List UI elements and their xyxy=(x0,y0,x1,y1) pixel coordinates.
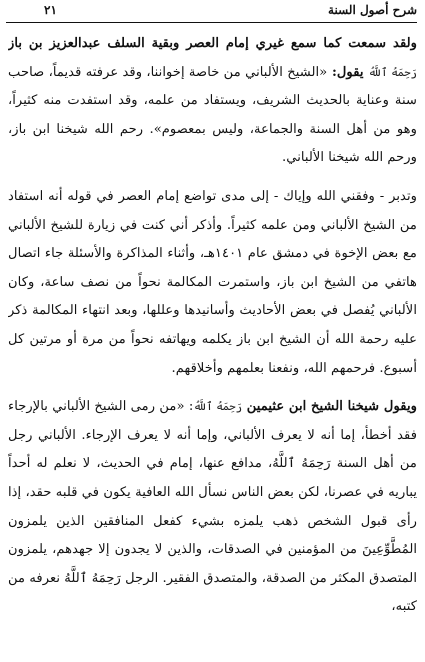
honorific: رَحِمَهُ ٱللَّهُ xyxy=(193,400,243,414)
running-title: شرح أصول السنة xyxy=(328,3,417,17)
page-header xyxy=(6,0,417,23)
paragraph-1-text: «الشيخ الألباني من خاصة إخواننا، وقد عرفته قديماً، صاحب سنة وعناية بالحديث الشريف، ويستفاد من علمه، وقد استفدت منه كثيراً، وهو من أهل السنة والجماعة، وليس بمعصوم». رحم الله شيخنا ابن باز، ورحم الله شيخنا الألباني. xyxy=(8,64,417,166)
page-number: ٢١ xyxy=(44,3,57,17)
paragraph-1 xyxy=(8,30,417,173)
paragraph-1-lead: ولقد سمعت كما سمع غيري إمام العصر وبقية السلف عبدالعزيز بن باز xyxy=(8,36,417,51)
paragraph-3 xyxy=(8,393,417,622)
paragraph-1-lead-end: يقول: xyxy=(327,64,369,80)
paragraph-2 xyxy=(8,183,417,383)
paragraph-3-lead: ويقول شيخنا الشيخ ابن عثيمين xyxy=(242,399,417,415)
honorific: رَحِمَهُ ٱللَّهُ xyxy=(368,65,417,79)
paragraph-2-text: وتدبر - وفقني الله وإياك - إلى مدى تواضع إمام العصر في قوله أنه استفاد من الشيخ الألباني ومن علمه كثيراً. وأذكر أني كنت في زيارة للشيخ الألباني مع بعض الإخوة في دمشق عام ١٤٠١هـ، وأثناء المذاكرة والأسئلة جاء اتصال هاتفي من الشيخ ابن باز، واستمرت المكالمة نحواً من نصف ساعة، وكان الألباني يُفصل في بعض الأحاديث وأسانيدها وعللها، وبعد انتهاء المكالمة ذكر عليه رحمة الله أن الشيخ ابن باز يكلمه ويهاتفه نحواً من مرة أو مرتين كل أسبوع. فرحمهم الله، ونفعنا بعلمهم وأخلاقهم. xyxy=(8,188,417,376)
page-body xyxy=(8,30,417,662)
paragraph-3-text: : «من رمى الشيخ الألباني بالإرجاء فقد أخطأ، إما أنه لا يعرف الألباني، وإما أنه لا يعرف الإرجاء. الألباني رجل من أهل السنة رَحِمَهُ ٱللَّهُ، مدافع عنها، إمام في الحديث، لا نعلم له أحداً يباريه في عصرنا، لكن بعض الناس نسأل الله العافية يكون في قلبه حقد، إذا رأى قبول الشخص ذهب يلمزه بشيء كفعل المنافقين الذين يلمزون المُطَّوِّعِينَ من المؤمنين في الصدقات، والذين لا يجدون إلا جهدهم، يلمزون المتصدق المكثر من الصدقة، والمتصدق الفقير. الرجل رَحِمَهُ ٱللَّهُ نعرفه من كتبه، xyxy=(8,399,417,615)
